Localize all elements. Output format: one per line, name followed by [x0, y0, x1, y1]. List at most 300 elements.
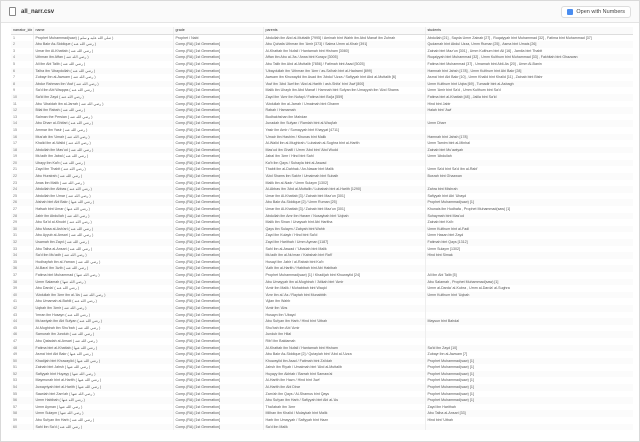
table-row: [11, 160, 633, 167]
cell-grade: Comp.(RA) [1st Generation]: [173, 180, 263, 187]
cell-name: Uqbah ibn 'Amir ( رضي الله عنه ): [33, 305, 173, 312]
cell-narrator-idx: 34: [11, 252, 33, 259]
cell-grade: Comp.(RA) [1st Generation]: [173, 384, 263, 391]
table-row: [11, 153, 633, 160]
table-row: [11, 397, 633, 404]
cell-students: [425, 265, 633, 272]
cell-parents: 'Ajlan ibn Wahb: [263, 298, 425, 305]
cell-grade: Comp.(RA) [1st Generation]: [173, 351, 263, 358]
table-row: [11, 120, 633, 127]
cell-grade: Comp.(RA) [1st Generation]: [173, 397, 263, 404]
cell-parents: Abu Sufyan ibn Harb / Hind bint 'Utbah: [263, 318, 425, 325]
cell-name: Aishah bint Abi Bakr ( رضي الله عنها ): [33, 199, 173, 206]
cell-grade: Comp.(RA) [1st Generation]: [173, 246, 263, 253]
cell-narrator-idx: 52: [11, 371, 33, 378]
cell-narrator-idx: 53: [11, 377, 33, 384]
cell-students: Umm 'Abdullah: [425, 153, 633, 160]
cell-name: Prophet Muhammad(saw) ( صلى الله عليه و سلم ): [33, 34, 173, 41]
cell-grade: Comp.(RA) [1st Generation]: [173, 364, 263, 371]
cell-parents: Mas'ud ibn Ghafil / Umm 'Abd bint 'Abd Wudd: [263, 147, 425, 154]
cell-name: Fatima bint Muhammad ( رضي الله عنها ): [33, 272, 173, 279]
cell-parents: 'Ubaydullah ibn 'Uthman ibn 'Amr / as-Sa'bah bint al-Hadrami [899]: [263, 68, 425, 75]
cell-students: Fatima bint al-Khattab [48] , Jalila bint Sa'id: [425, 94, 633, 101]
cell-parents: Al-Walid ibn al-Mughirah / Lubabah al-Sughra bint al-Harith: [263, 140, 425, 147]
table-row: [11, 101, 633, 108]
cell-students: Umm Hasan bint Zayd: [425, 232, 633, 239]
table-row: [11, 74, 633, 81]
cell-grade: Comp.(RA) [1st Generation]: [173, 114, 263, 121]
cell-name: Abu Umamah al-Bahili ( رضي الله عنه ): [33, 298, 173, 305]
table-row: [11, 371, 633, 378]
cell-parents: 'Awf ibn 'Abd 'Awf ibn 'Abd al-Harith / ash-Shifa' bint 'Awf [800]: [263, 81, 425, 88]
cell-parents: Jahsh ibn Riyab / Umaimah bint 'Abd al-Muttalib: [263, 364, 425, 371]
cell-narrator-idx: 30: [11, 226, 33, 233]
cell-parents: Rabah / Hamamah: [263, 107, 425, 114]
cell-parents: Umar ibn Al-Khattab [3] / Zainab bint Maz'un [301]: [263, 206, 425, 213]
cell-students: Hind bint 'Utbah: [425, 417, 633, 424]
cell-students: Umm Kulthum bint Uqba [69] , Tumadir bint al-Asbagh: [425, 81, 633, 88]
cell-narrator-idx: 17: [11, 140, 33, 147]
cell-grade: Comp.(RA) [1st Generation]: [173, 166, 263, 173]
cell-name: Zubayr ibn al-Awwam ( رضي الله عنه ): [33, 74, 173, 81]
cell-name: Khadijah bint Khuwaylid ( رضي الله عنها ): [33, 358, 173, 365]
cell-students: Zainab bint Mu'awiyah: [425, 147, 633, 154]
cell-narrator-idx: 37: [11, 272, 33, 279]
cell-students: Prophet Muhammad(saw) [1]: [425, 358, 633, 365]
table-row: [11, 259, 633, 266]
cell-narrator-idx: 23: [11, 180, 33, 187]
cell-narrator-idx: 12: [11, 107, 33, 114]
table-row: [11, 232, 633, 239]
cell-name: Abu Ayyub al-Ansari ( رضي الله عنه ): [33, 232, 173, 239]
table-row: [11, 377, 633, 384]
cell-students: [425, 305, 633, 312]
cell-grade: Comp.(RA) [1st Generation]: [173, 127, 263, 134]
cell-grade: Comp.(RA) [1st Generation]: [173, 120, 263, 127]
cell-students: Umm Sulaym [1302]: [425, 246, 633, 253]
cell-grade: Comp.(RA) [1st Generation]: [173, 318, 263, 325]
table-row: [11, 199, 633, 206]
open-with-numbers-button[interactable]: [561, 6, 631, 18]
cell-parents: Al-Harith ibn Abi Dirar: [263, 384, 425, 391]
window-title: all_narr.csv: [21, 8, 55, 15]
cell-grade: Comp.(RA) [1st Generation]: [173, 279, 263, 286]
cell-name: Zainab bint Jahsh ( رضي الله عنها ): [33, 364, 173, 371]
table-row: [11, 410, 633, 417]
cell-narrator-idx: 9: [11, 87, 33, 94]
cell-students: Sa'id ibn Zayd [10]: [425, 345, 633, 352]
cell-students: [425, 259, 633, 266]
cell-grade: Comp.(RA) [1st Generation]: [173, 371, 263, 378]
cell-narrator-idx: 35: [11, 259, 33, 266]
cell-parents: 'Amr ibn al-'As / Raytah bint Munabbih: [263, 292, 425, 299]
cell-narrator-idx: 16: [11, 134, 33, 141]
cell-parents: Abdullah ibn Abd al-Muttalib [7995] / Aminah bint Wahb ibn Abd Manaf ibn Zuhrah: [263, 34, 425, 41]
cell-name: Bilal ibn Rabah ( رضي الله عنه ): [33, 107, 173, 114]
table-row: [11, 318, 633, 325]
cell-students: Khunais ibn Hudhafa , Prophet Muhammad(saw) [1]: [425, 206, 633, 213]
cell-parents: Abdullah ibn Amr ibn Haram / Nusaybah bint 'Uqbah: [263, 213, 425, 220]
cell-name: Salman the Persian ( رضي الله عنه ): [33, 114, 173, 121]
cell-narrator-idx: 31: [11, 232, 33, 239]
cell-name: Anas ibn Malik ( رضي الله عنه ): [33, 180, 173, 187]
cell-narrator-idx: 19: [11, 153, 33, 160]
cell-parents: Prophet Muhammad(saw) [1] / Khadijah bint Khuwaylid [24]: [263, 272, 425, 279]
cell-narrator-idx: 7: [11, 74, 33, 81]
cell-name: Ubayy ibn Ka'b ( رضي الله عنه ): [33, 160, 173, 167]
cell-narrator-idx: 41: [11, 298, 33, 305]
cell-narrator-idx: 5: [11, 61, 33, 68]
cell-name: Abu Hurairah ( رضي الله عنه ): [33, 173, 173, 180]
table-row: [11, 68, 633, 75]
table-row: [11, 285, 633, 292]
cell-name: Abdullah ibn Mas'ud ( رضي الله عنه ): [33, 147, 173, 154]
cell-grade: Comp.(RA) [1st Generation]: [173, 206, 263, 213]
cell-name: Abu Darda' ( رضي الله عنه ): [33, 285, 173, 292]
cell-students: Halah bint 'Awf: [425, 107, 633, 114]
cell-students: Hind bint Jabir: [425, 101, 633, 108]
cell-students: [425, 180, 633, 187]
cell-name: Umm Ayman ( رضي الله عنها ): [33, 404, 173, 411]
cell-narrator-idx: 21: [11, 166, 33, 173]
table-row: [11, 404, 633, 411]
table-row: [11, 279, 633, 286]
cell-narrator-idx: 18: [11, 147, 33, 154]
cell-name: Mu'awiyah ibn Abi Sufyan ( رضي الله عنه ): [33, 318, 173, 325]
cell-grade: Comp.(RA) [1st Generation]: [173, 272, 263, 279]
cell-parents: Ka'b ibn Qays / Suhayla bint al-Aswad: [263, 160, 425, 167]
table-row: [11, 173, 633, 180]
cell-narrator-idx: 50: [11, 358, 33, 365]
cell-name: Umm Habibah ( رضي الله عنها ): [33, 397, 173, 404]
cell-parents: Abu Talib ibn Abd al-Muttalib [7856] / Fatimah bint Asad [5025]: [263, 61, 425, 68]
cell-students: Prophet Muhammad(saw) [1]: [425, 371, 633, 378]
cell-students: [425, 325, 633, 332]
csv-table-area[interactable]: [11, 27, 633, 437]
cell-students: Prophet Muhammad(saw) [1]: [425, 199, 633, 206]
cell-grade: Comp.(RA) [1st Generation]: [173, 41, 263, 48]
cell-students: Ruqaiyyah bint Muhammad [32] , Umm Kulthum bint Muhammad [33] , Fakhitah bint Ghazwan: [425, 54, 633, 61]
cell-narrator-idx: 20: [11, 160, 33, 167]
cell-parents: Abu Sufyan ibn Harb / Safiyyah bint Abi al-'As: [263, 397, 425, 404]
title-bar: [1, 1, 639, 23]
cell-parents: Sahl ibn al-Aswad / 'Ubadah bint Malik: [263, 246, 425, 253]
cell-students: Fatimah bint Qays [1312]: [425, 239, 633, 246]
table-row: [11, 312, 633, 319]
cell-narrator-idx: 27: [11, 206, 33, 213]
cell-parents: Malik ibn Uhayb ibn Abd Manaf / Hamnah bint Sufyan ibn Umayyah ibn 'Abd Shams: [263, 87, 425, 94]
cell-narrator-idx: 8: [11, 81, 33, 88]
cell-grade: Comp.(RA) [1st Generation]: [173, 213, 263, 220]
table-row: [11, 292, 633, 299]
cell-name: Hafsah bint Umar ( رضي الله عنها ): [33, 206, 173, 213]
cell-students: Hind bint Simak: [425, 252, 633, 259]
cell-grade: Comp.(RA) [1st Generation]: [173, 147, 263, 154]
cell-name: Fatima bint al-Khattab ( رضي الله عنها ): [33, 345, 173, 352]
cell-narrator-idx: 49: [11, 351, 33, 358]
cell-students: [425, 114, 633, 121]
cell-parents: Jabal ibn 'Amr / Hind bint Sahl: [263, 153, 425, 160]
cell-students: Umm Sa'd bint Sa'd ibn al-Rabi': [425, 166, 633, 173]
cell-name: Abu Qatadah al-Ansari ( رضي الله عنه ): [33, 338, 173, 345]
table-row: [11, 265, 633, 272]
table-row: [11, 325, 633, 332]
numbers-app-icon: [567, 9, 573, 15]
cell-parents: 'Abdullah ibn al-Jarrah / Umaimah bint Ghanm: [263, 101, 425, 108]
cell-narrator-idx: 29: [11, 219, 33, 226]
cell-grade: Comp.(RA) [1st Generation]: [173, 285, 263, 292]
table-row: [11, 94, 633, 101]
cell-students: Zubayr ibn al-Awwam [7]: [425, 351, 633, 358]
cell-narrator-idx: 4: [11, 54, 33, 61]
cell-parents: Shu'bah ibn Abi 'Amir: [263, 325, 425, 332]
cell-parents: Abu Umayyah ibn al-Mughirah / 'Atikah bint 'Amir: [263, 279, 425, 286]
cell-name: Sa'id ibn Zayd ( رضي الله عنه ): [33, 94, 173, 101]
cell-narrator-idx: 32: [11, 239, 33, 246]
cell-parents: Abu Bakr As-Siddique [2] / Qutaylah bint 'Abd al-'Uzza: [263, 351, 425, 358]
cell-narrator-idx: 48: [11, 345, 33, 352]
cell-grade: Comp.(RA) [1st Generation]: [173, 61, 263, 68]
table-row: [11, 331, 633, 338]
cell-grade: Comp.(RA) [1st Generation]: [173, 101, 263, 108]
table-row: [11, 345, 633, 352]
cell-name: Juwayriyah bint al-Harith ( رضي الله عنها ): [33, 384, 173, 391]
cell-name: 'Abdullah ibn 'Amr ibn al-'As ( رضي الله عنه ): [33, 292, 173, 299]
cell-students: [425, 312, 633, 319]
table-row: [11, 364, 633, 371]
cell-grade: Comp.(RA) [1st Generation]: [173, 424, 263, 431]
cell-students: Umm Tamim bint al-Minhal: [425, 140, 633, 147]
cell-narrator-idx: 59: [11, 417, 33, 424]
window-bottom-edge: [1, 435, 640, 441]
cell-grade: Comp.(RA) [1st Generation]: [173, 140, 263, 147]
table-row: [11, 213, 633, 220]
cell-parents: Thabit ibn al-Dahhak / An-Nawar bint Malik: [263, 166, 425, 173]
cell-narrator-idx: 1: [11, 34, 33, 41]
cell-parents: Al-Khattab ibn Nufail / Hantamah bint Hisham: [263, 345, 425, 352]
cell-parents: Harb ibn Umayyah / Safiyyah bint Hazn: [263, 417, 425, 424]
cell-grade: Comp.(RA) [1st Generation]: [173, 312, 263, 319]
cell-grade: Comp.(RA) [1st Generation]: [173, 81, 263, 88]
cell-students: Prophet Muhammad(saw) [1]: [425, 391, 633, 398]
cell-grade: Comp.(RA) [1st Generation]: [173, 87, 263, 94]
cell-narrator-idx: 14: [11, 120, 33, 127]
cell-students: [425, 338, 633, 345]
cell-narrator-idx: 45: [11, 325, 33, 332]
cell-students: Umm al-Darda' al-Kubra , Umm al-Darda' al-Sughra: [425, 285, 633, 292]
cell-parents: Khuwaylid ibn Asad / Fatimah bint Za'idah: [263, 358, 425, 365]
cell-grade: Comp.(RA) [1st Generation]: [173, 239, 263, 246]
cell-students: Umm Dharr: [425, 120, 633, 127]
table-row: [11, 114, 633, 121]
cell-narrator-idx: 28: [11, 213, 33, 220]
cell-students: Umm Kulthum bint 'Uqbah: [425, 292, 633, 299]
cell-students: Zahra bint Mishrah: [425, 186, 633, 193]
cell-name: Sa'd ibn Mu'adh ( رضي الله عنه ): [33, 252, 173, 259]
cell-grade: Comp.(RA) [1st Generation]: [173, 160, 263, 167]
cell-name: Zayd ibn Thabit ( رضي الله عنه ): [33, 166, 173, 173]
cell-name: Abdur Rahman ibn 'Awf ( رضي الله عنه ): [33, 81, 173, 88]
cell-name: Umm Sulaym ( رضي الله عنها ): [33, 410, 173, 417]
csv-table: [11, 27, 633, 430]
cell-grade: Comp.(RA) [1st Generation]: [173, 259, 263, 266]
table-row: [11, 391, 633, 398]
cell-name: Talha ibn 'Ubaydullah ( رضي الله عنه ): [33, 68, 173, 75]
cell-students: Qudamah bint Abdul Uzza, Umm Ruman [25] , Asma bint Umais [26]: [425, 41, 633, 48]
cell-name: Jabir ibn Abdullah ( رضي الله عنه ): [33, 213, 173, 220]
cell-narrator-idx: 15: [11, 127, 33, 134]
cell-students: Safiyyah bint Abi 'Ubayd: [425, 193, 633, 200]
table-row: [11, 134, 633, 141]
cell-parents: Rib'i ibn Baldamah: [263, 338, 425, 345]
cell-parents: Zayd ibn Kulayb / Hind bint Sa'id: [263, 232, 425, 239]
cell-name: Abu Musa al-Ash'ari ( رضي الله عنه ): [33, 226, 173, 233]
cell-parents: Junadah ibn Sufyan / Ramlah bint al-Waqi'ah: [263, 120, 425, 127]
cell-students: Fatima bint Muhammad [37] , Umamah bint Abil-As [20] , Umm Al-Banin: [425, 61, 633, 68]
table-row: [11, 107, 633, 114]
table-row: [11, 305, 633, 312]
cell-grade: Comp.(RA) [1st Generation]: [173, 305, 263, 312]
cell-parents: Huyayy ibn Akhtab / Barrah bint Samaw'al: [263, 371, 425, 378]
cell-narrator-idx: 25: [11, 193, 33, 200]
cell-grade: Comp.(RA) [1st Generation]: [173, 232, 263, 239]
cell-students: [425, 127, 633, 134]
column-header-name: name: [33, 27, 173, 34]
table-row: [11, 351, 633, 358]
cell-narrator-idx: 46: [11, 331, 33, 338]
cell-students: Zainab bint Maz'un [301] , Umm Kulthum bint Ali [16] , Jamila bint Thabit: [425, 48, 633, 55]
cell-name: Hudhayfah ibn al-Yaman ( رضي الله عنه ): [33, 259, 173, 266]
open-with-numbers-label: Open with Numbers: [576, 8, 625, 15]
cell-parents: Sa'd ibn Malik: [263, 424, 425, 431]
cell-parents: Zayd ibn 'Amr ibn Nufayl / Fatima bint Ba'ja [559]: [263, 94, 425, 101]
column-header-parents: parents: [263, 27, 425, 34]
cell-name: Abu Sufyan ibn Harb ( رضي الله عنه ): [33, 417, 173, 424]
cell-name: Maymunah bint al-Harith ( رضي الله عنها ): [33, 377, 173, 384]
cell-name: Mus'ab ibn 'Umair ( رضي الله عنه ): [33, 134, 173, 141]
cell-narrator-idx: 42: [11, 305, 33, 312]
column-header-narrator-idx: narrator_idx: [11, 27, 33, 34]
table-row: [11, 226, 633, 233]
cell-parents: Malik ibn Sinan / Unaysah bint Abi Haritha: [263, 219, 425, 226]
column-header-students: students: [425, 27, 633, 34]
cell-parents: 'Abd Shams ibn Sakhr / Umaimah bint Subaih: [263, 173, 425, 180]
cell-students: Zayd ibn Harithah: [425, 404, 633, 411]
cell-grade: Comp.(RA) [1st Generation]: [173, 417, 263, 424]
cell-parents: 'Amir ibn 'Abs: [263, 305, 425, 312]
cell-students: Zainab bint Ka'b: [425, 219, 633, 226]
cell-grade: Comp.(RA) [1st Generation]: [173, 153, 263, 160]
cell-students: Asma' bint Abi Bakr [10] , Umm Khalid bint Khalid [11] , Zainab bint Bishr: [425, 74, 633, 81]
cell-narrator-idx: 44: [11, 318, 33, 325]
table-row: [11, 193, 633, 200]
cell-name: Samurah ibn Jundub ( رضي الله عنه ): [33, 331, 173, 338]
cell-grade: Comp.(RA) [1st Generation]: [173, 404, 263, 411]
table-row: [11, 54, 633, 61]
cell-narrator-idx: 13: [11, 114, 33, 121]
cell-name: Abdullah ibn Abbas ( رضي الله عنه ): [33, 186, 173, 193]
cell-narrator-idx: 55: [11, 391, 33, 398]
cell-students: Abu Talha al-Ansari [33]: [425, 410, 633, 417]
table-row: [11, 48, 633, 55]
cell-parents: Qays ibn Sulaym / Zabyah bint Wahb: [263, 226, 425, 233]
cell-name: Asma' bint Abi Bakr ( رضي الله عنها ): [33, 351, 173, 358]
table-row: [11, 239, 633, 246]
cell-parents: Husayn ibn 'Ubayd: [263, 312, 425, 319]
cell-students: Prophet Muhammad(saw) [1]: [425, 384, 633, 391]
cell-grade: Comp.(RA) [1st Generation]: [173, 252, 263, 259]
cell-grade: Comp.(RA) [1st Generation]: [173, 199, 263, 206]
cell-name: Mu'adh ibn Jabal ( رضي الله عنه ): [33, 153, 173, 160]
cell-grade: Comp.(RA) [1st Generation]: [173, 377, 263, 384]
cell-students: Ali ibn Abi Talib [5]: [425, 272, 633, 279]
cell-grade: Comp.(RA) [1st Generation]: [173, 219, 263, 226]
cell-narrator-idx: 22: [11, 173, 33, 180]
cell-grade: Comp.(RA) [1st Generation]: [173, 186, 263, 193]
cell-students: [425, 160, 633, 167]
table-row: [11, 358, 633, 365]
cell-students: Abu Salamah , Prophet Muhammad(saw) [1]: [425, 279, 633, 286]
cell-parents: 'Amir ibn Malik / Muhabbah bint Waqid: [263, 285, 425, 292]
cell-grade: Comp.(RA) [1st Generation]: [173, 54, 263, 61]
cell-parents: Abu Bakr As-Siddique [2] / Umm Ruman [25]: [263, 199, 425, 206]
table-row: [11, 186, 633, 193]
table-row: [11, 252, 633, 259]
cell-name: Sa'd ibn Abi Waqqas ( رضي الله عنه ): [33, 87, 173, 94]
cell-name: Abu Sa'id al-Khudri ( رضي الله عنه ): [33, 219, 173, 226]
cell-students: Umm Kulthum bint al-Fadl: [425, 226, 633, 233]
cell-parents: Budhakhshan ibn Mahdan: [263, 114, 425, 121]
cell-grade: Comp.(RA) [1st Generation]: [173, 331, 263, 338]
cell-grade: Comp.(RA) [1st Generation]: [173, 292, 263, 299]
cell-parents: Malik ibn al-Nadr / Umm Sulaym [1302]: [263, 180, 425, 187]
table-row: [11, 384, 633, 391]
table-row: [11, 61, 633, 68]
cell-grade: Comp.(RA) [1st Generation]: [173, 107, 263, 114]
cell-students: Abdullah [21] , Sayda Umm Zainab [27] , Ruqaiyyah bint Muhammad [32] , Fatima bint Muhammad [37]: [425, 34, 633, 41]
cell-grade: Comp.(RA) [1st Generation]: [173, 265, 263, 272]
cell-grade: Comp.(RA) [1st Generation]: [173, 48, 263, 55]
cell-grade: Comp.(RA) [1st Generation]: [173, 338, 263, 345]
table-row: [11, 424, 633, 431]
cell-students: [425, 298, 633, 305]
cell-narrator-idx: 58: [11, 410, 33, 417]
header-row: [11, 27, 633, 34]
cell-grade: Prophet / Nabi: [173, 34, 263, 41]
cell-name: Abu Talha al-Ansari ( رضي الله عنه ): [33, 246, 173, 253]
cell-narrator-idx: 56: [11, 397, 33, 404]
cell-name: Umm Salamah ( رضي الله عنها ): [33, 279, 173, 286]
cell-grade: Comp.(RA) [1st Generation]: [173, 68, 263, 75]
cell-parents: Al-Abbas ibn 'Abd al-Muttalib / Lubabah bint al-Harith [1290]: [263, 186, 425, 193]
table-row: [11, 298, 633, 305]
cell-name: Umar ibn Al-Khattab ( رضي الله عنه ): [33, 48, 173, 55]
cell-parents: Jundub ibn Hilal: [263, 331, 425, 338]
table-row: [11, 34, 633, 41]
cell-name: Uthman ibn Affan ( رضي الله عنه ): [33, 54, 173, 61]
table-row: [11, 219, 633, 226]
cell-name: Sawdah bint Zam'ah ( رضي الله عنها ): [33, 391, 173, 398]
cell-narrator-idx: 26: [11, 199, 33, 206]
cell-narrator-idx: 38: [11, 279, 33, 286]
cell-name: Usamah ibn Zayd ( رضي الله عنه ): [33, 239, 173, 246]
cell-grade: Comp.(RA) [1st Generation]: [173, 193, 263, 200]
cell-narrator-idx: 24: [11, 186, 33, 193]
cell-students: Prophet Muhammad(saw) [1]: [425, 377, 633, 384]
cell-grade: Comp.(RA) [1st Generation]: [173, 345, 263, 352]
cell-narrator-idx: 54: [11, 384, 33, 391]
cell-parents: Al-Harith ibn Hazn / Hind bint 'Awf: [263, 377, 425, 384]
